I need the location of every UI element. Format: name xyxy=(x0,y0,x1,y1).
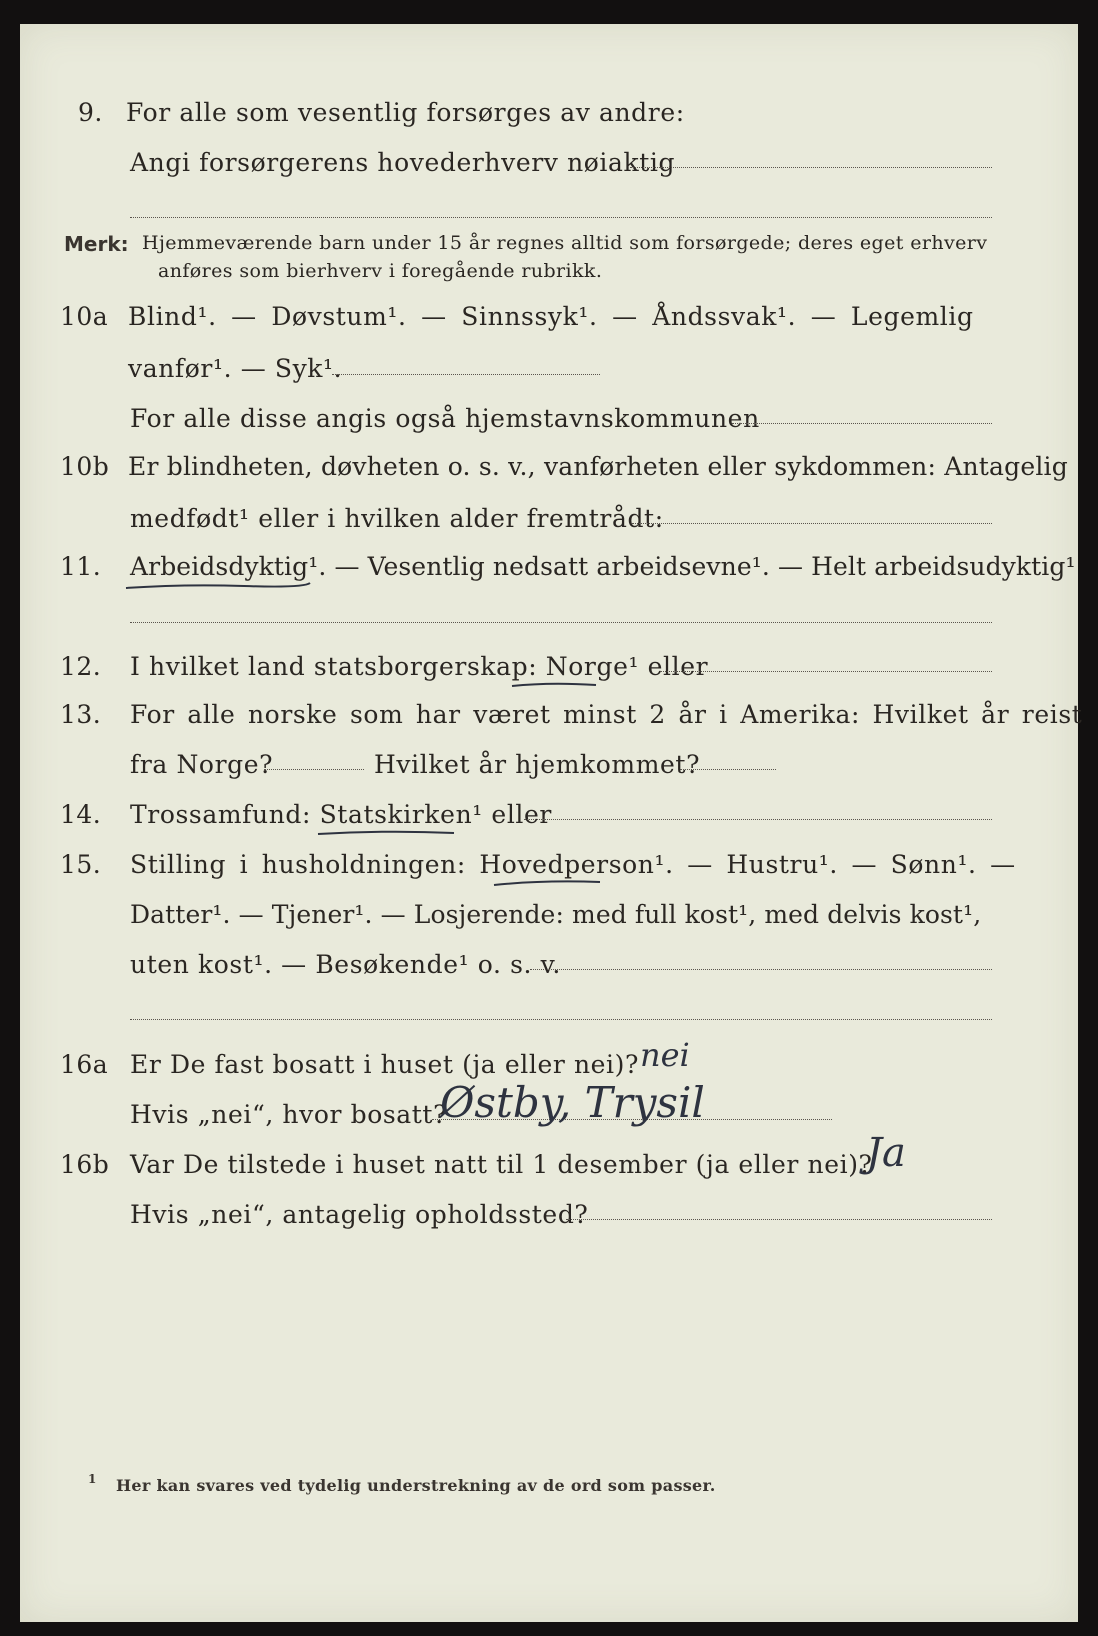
q12-answer-line xyxy=(660,671,992,672)
q9-line1: For alle som vesentlig forsørges av andre: xyxy=(126,98,685,127)
q10b-number: 10b xyxy=(60,452,110,481)
q16b-answer-line xyxy=(566,1219,992,1220)
q13-line1: For alle norske som har været minst 2 år i Amerika: Hvilket år reist xyxy=(130,700,1083,729)
q10b-line2: medfødt¹ eller i hvilken alder fremtrådt: xyxy=(130,504,664,533)
q10a-line2: vanfør¹. — Syk¹. xyxy=(128,354,343,383)
merk-line1: Hjemmeværende barn under 15 år regnes alltid som forsørgede; deres eget erhverv xyxy=(142,232,988,254)
q16b-line2: Hvis „nei“, antagelig opholdssted? xyxy=(130,1200,589,1229)
q16a-handwritten-answer: nei xyxy=(640,1036,690,1074)
q15-extra-line xyxy=(130,1019,992,1020)
q12-line1: I hvilket land statsborgerskap: Norge¹ eller xyxy=(130,652,709,681)
q16a-line1: Er De fast bosatt i huset (ja eller nei)? xyxy=(130,1050,639,1079)
q16b-handwritten-answer: Ja xyxy=(866,1130,906,1176)
q16b-line1: Var De tilstede i huset natt til 1 desember (ja eller nei)? xyxy=(130,1150,873,1179)
q16a-handwritten-place: Østby, Trysil xyxy=(440,1078,705,1127)
q13-number: 13. xyxy=(60,700,102,729)
footnote-mark: 1 xyxy=(88,1472,97,1486)
q15-answer-line xyxy=(530,969,992,970)
q15-line1: Stilling i husholdningen: Hovedperson¹. — Hustru¹. — Sønn¹. — xyxy=(130,850,1016,879)
q14-number: 14. xyxy=(60,800,102,829)
q15-handwritten-underline xyxy=(492,878,604,890)
form-page xyxy=(20,24,1083,1622)
q16a-line2: Hvis „nei“, hvor bosatt? xyxy=(130,1100,448,1129)
q14-line1: Trossamfund: Statskirken¹ eller xyxy=(130,800,552,829)
q16b-number: 16b xyxy=(60,1150,110,1179)
q10a-hjemstavn-answer-line xyxy=(732,423,992,424)
q10b-answer-line xyxy=(632,523,992,524)
q11-number: 11. xyxy=(60,552,102,581)
q11-line1: Arbeidsdyktig¹. — Vesentlig nedsatt arbeidsevne¹. — Helt arbeidsudyktig¹ xyxy=(130,552,1076,581)
q10a-line1: Blind¹. — Døvstum¹. — Sinnssyk¹. — Åndssvak¹. — Legemlig xyxy=(128,302,974,331)
q16a-number: 16a xyxy=(60,1050,109,1079)
q13-line2b: Hvilket år hjemkommet? xyxy=(374,750,701,779)
q14-answer-line xyxy=(524,819,992,820)
q15-number: 15. xyxy=(60,850,102,879)
q10b-line1: Er blindheten, døvheten o. s. v., vanførheten eller sykdommen: Antagelig xyxy=(128,452,1068,481)
footnote-text: Her kan svares ved tydelig understrekning av de ord som passer. xyxy=(116,1476,716,1495)
merk-label: Merk: xyxy=(64,232,129,256)
q12-handwritten-underline xyxy=(510,680,600,692)
q9-extra-line xyxy=(130,217,992,218)
q9-line2: Angi forsørgerens hovederhverv nøiaktig xyxy=(130,148,676,177)
q10a-line3: For alle disse angis også hjemstavnskommunen xyxy=(130,404,760,433)
q15-line2: Datter¹. — Tjener¹. — Losjerende: med full kost¹, med delvis kost¹, xyxy=(130,900,982,929)
q10a-number: 10a xyxy=(60,302,109,331)
q15-line3: uten kost¹. — Besøkende¹ o. s. v. xyxy=(130,950,561,979)
q12-number: 12. xyxy=(60,652,102,681)
q9-number: 9. xyxy=(78,98,103,127)
q11-extra-line xyxy=(130,622,992,623)
q11-handwritten-underline xyxy=(124,580,314,594)
q10a-syk-answer-line xyxy=(332,374,600,375)
merk-line2: anføres som bierhverv i foregående rubrikk. xyxy=(158,260,603,282)
q14-handwritten-underline xyxy=(316,828,458,840)
q13-line2a: fra Norge? xyxy=(130,750,274,779)
q13-hjemkommet-answer-line xyxy=(680,769,776,770)
q9-answer-line xyxy=(630,167,992,168)
q13-reist-answer-line xyxy=(264,769,364,770)
